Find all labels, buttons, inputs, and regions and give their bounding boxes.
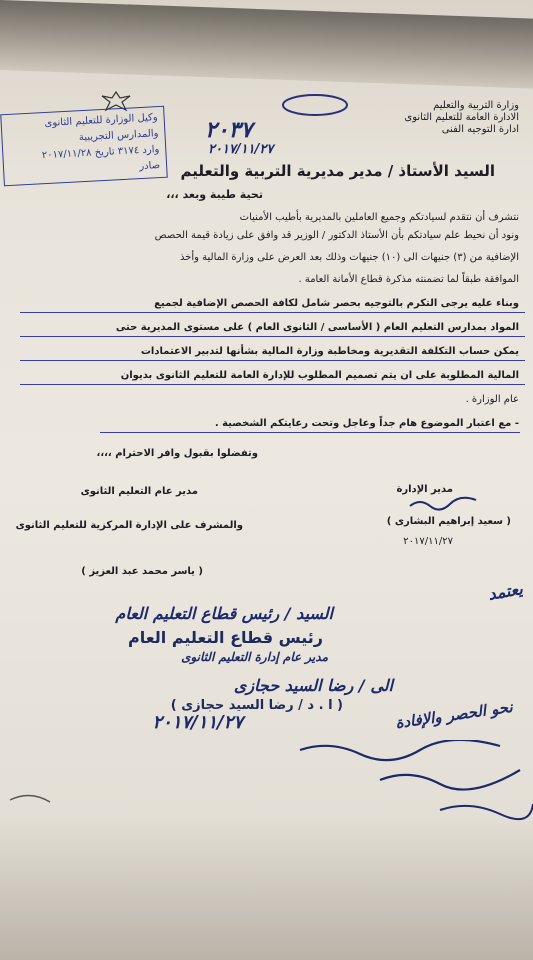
- signature-left-name: ( ياسر محمد عبد العزيز ): [81, 566, 203, 577]
- ministry-line: ادارة التوجيه الفنى: [441, 124, 519, 135]
- body-line: - مع اعتبار الموضوع هام جداً وعاجل وتحت رعايتكم الشخصية .: [214, 418, 519, 429]
- greeting: تحية طيبة وبعد ،،،: [166, 188, 263, 201]
- handwritten-note: يعتمد: [486, 579, 525, 604]
- incoming-stamp: [0, 106, 168, 186]
- signature-right-name: ( سعيد إبراهيم البشارى ): [386, 516, 511, 527]
- paper-fold-shadow: [0, 0, 533, 89]
- stamp-line: والمدارس التجريبية: [78, 128, 159, 144]
- salutation: السيد الأستاذ / مدير مديرية التربية والتعليم: [180, 162, 495, 180]
- stamp-line: وارد ٣١٧٤ تاريخ ٢٠١٧/١١/٢٨: [41, 144, 160, 162]
- signature-left-subtitle: والمشرف على الإدارة المركزية للتعليم الثانوى: [15, 520, 243, 531]
- body-line: ونود أن نحيط علم سيادتكم بأن الأستاذ الدكتور / الوزير قد وافق على زيادة قيمة الحصص: [154, 230, 519, 241]
- signature-left-title: مدير عام التعليم الثانوى: [80, 486, 198, 497]
- stamp-line: وكيل الوزارة للتعليم الثانوى: [44, 112, 158, 130]
- underline: [20, 384, 525, 385]
- ministry-line: الادارة العامة للتعليم الثانوى: [404, 112, 519, 123]
- closing: وتفضلوا بقبول وافر الاحترام ،،،،: [96, 448, 258, 459]
- body-line: المواد بمدارس التعليم العام ( الأساسى / الثانوى العام ) على مستوى المديرية حتى: [115, 322, 519, 333]
- stamp-line: صادر: [139, 160, 161, 173]
- handwritten-date: ٢٠١٧/١١/٢٧: [152, 712, 243, 733]
- handwritten-scribbles-icon: [0, 740, 533, 860]
- body-line: يمكن حساب التكلفة التقديرية ومخاطبة وزارة المالية بشأنها لتدبير الاعتمادات: [140, 346, 519, 357]
- body-line: وبناء عليه يرجى التكرم بالتوجيه بحصر شامل لكافة الحصص الإضافية لجميع: [154, 298, 519, 309]
- body-line: المالية المطلوبة على ان يتم تصميم المطلوب للإدارة العامة للتعليم الثانوى بديوان: [120, 370, 519, 381]
- handwritten-note: نحو الحصر والإفادة: [394, 697, 514, 733]
- ministry-header: [404, 100, 519, 136]
- signature-scribble: [408, 496, 478, 516]
- underline: [20, 336, 525, 337]
- sector-head-name: ( ا . د / رضا السيد حجازى ): [170, 698, 343, 713]
- body-line: عام الوزارة .: [465, 394, 519, 405]
- handwritten-circle-mark: [280, 92, 350, 122]
- ministry-line: وزارة التربية والتعليم: [433, 100, 519, 111]
- handwritten-note: مدير عام إدارة التعليم الثانوى: [181, 650, 328, 664]
- sector-head-title: رئيس قطاع التعليم العام: [128, 628, 323, 647]
- handwritten-note: السيد / رئيس قطاع التعليم العام: [115, 604, 333, 623]
- signature-right-title: مدير الإدارة: [396, 484, 453, 495]
- signature-mark-icon: [408, 496, 478, 512]
- handwritten-ref-date: ٢٠١٧/١١/٢٧: [208, 142, 274, 157]
- handwritten-ref-number: ٢٠٣٧: [205, 118, 253, 143]
- underline: [20, 312, 525, 313]
- underline: [20, 360, 525, 361]
- body-line: نتشرف أن نتقدم لسيادتكم وجميع العاملين بالمديرية بأطيب الأمنيات: [239, 212, 519, 223]
- body-line: الإضافية من (٣) جنيهات الى (١٠) جنيهات وذلك بعد العرض على وزارة المالية وأخذ: [179, 252, 519, 263]
- signature-right-date: ٢٠١٧/١١/٢٧: [403, 536, 453, 547]
- underline: [100, 432, 520, 433]
- handwritten-note: الى / رضا السيد حجازى: [233, 676, 393, 695]
- body-line: الموافقة طبقاً لما تضمنته مذكرة قطاع الأمانة العامة .: [298, 274, 519, 285]
- circle-mark-icon: [280, 92, 350, 118]
